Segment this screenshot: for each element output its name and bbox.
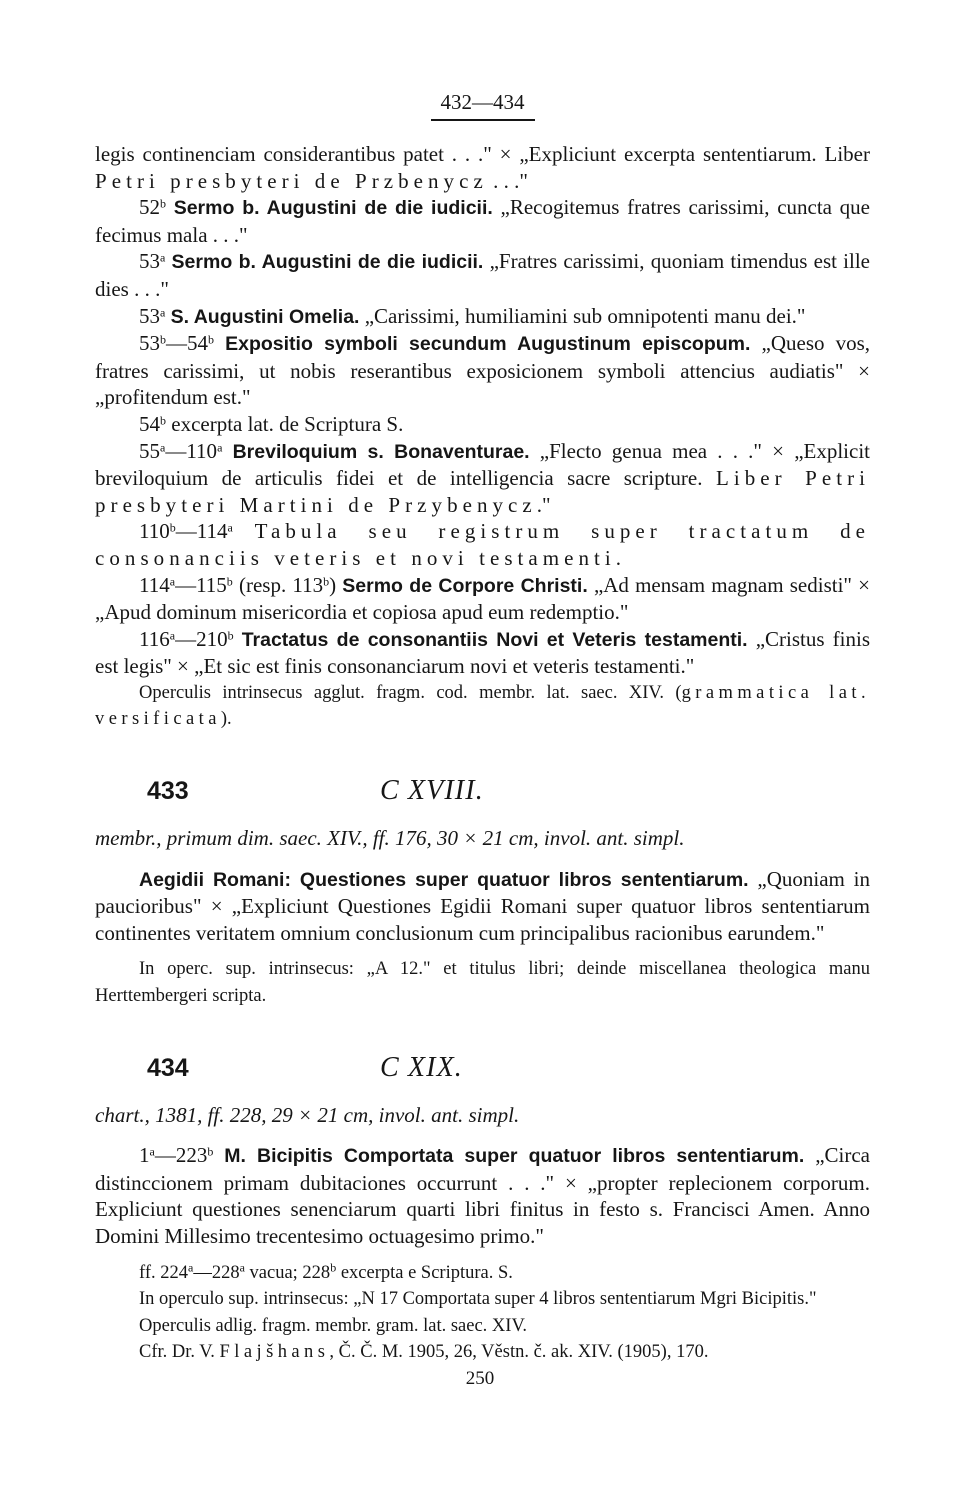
spaced-name: Liber Petri presbyteri Martini de Przybenycz	[95, 466, 871, 517]
item-53a-omelia: 53$^a$ S. Augustini Omelia. „Carissimi, humiliamini sub omnipotenti manu dei."	[139, 303, 806, 328]
note-operculis: Operculis intrinsecus agglut. fragm. cod. membr. lat. saec. XIV. (grammatica lat. versificata).	[95, 682, 871, 730]
spaced-name: Petri presbyteri de Przbenycz	[95, 168, 488, 193]
entry-signature: C XIX.	[380, 1051, 463, 1083]
item-114a-115b: 114$^a$—115$^b$ (resp. 113$^b$) Sermo de Corpore Christi. „Ad mensam magnam sedisti" × „Apud dominum misericordia et copiosa apud eum redemptio."	[95, 572, 870, 625]
running-header	[95, 88, 870, 121]
entry-433-description: membr., primum dim. saec. XIV., ff. 176, 30 × 21 cm, invol. ant. simpl.	[95, 826, 685, 851]
entry-434-note-ff: ff. 224$^a$—228$^a$ vacua; 228$^b$ excerpta e Scriptura. S.	[139, 1260, 513, 1283]
entry-433-body: Aegidii Romani: Questiones super quatuor libros sententiarum. „Quoniam in paucioribus" × „Expliciunt Questiones Egidii Romani super quatuor libros sententiarum continentes veritatem omnium conclusionum cum principalibus racionibus earundem."	[95, 866, 870, 945]
header-range: 432—434	[431, 88, 535, 121]
item-title: Expositio symboli secundum Augustinum episcopum.	[225, 333, 751, 356]
entry-signature: C XVIII.	[380, 775, 484, 807]
spaced-name: Flajšhans	[219, 1342, 330, 1363]
item-52b: 52$^b$ Sermo b. Augustini de die iudicii. „Recogitemus fratres carissimi, cuncta que fecimus mala . . ."	[95, 195, 870, 247]
item-53b-54b: 53$^b$—54$^b$ Expositio symboli secundum Augustinum episcopum. „Queso vos, fratres carissimi, ut nobis reserantibus exposicionem symboli attencius audiatis" × „profitendum est."	[95, 331, 871, 410]
entry-number: 433	[147, 777, 189, 806]
entry-title: M. Bicipitis Comportata super quatuor libros sententiarum.	[224, 1145, 805, 1168]
entry-434-note-operculis: Operculis adlig. fragm. membr. gram. lat. saec. XIV.	[139, 1315, 528, 1336]
item-116a-210b: 116$^a$—210$^b$ Tractatus de consonantiis Novi et Veteris testamenti. „Cristus finis est legis" × „Et sic est finis consonanciarum novi et veteris testamenti."	[95, 626, 871, 679]
entry-434-note-cfr: Cfr. Dr. V. Flajšhans, Č. Č. M. 1905, 26, Věstn. č. ak. XIV. (1905), 170.	[139, 1342, 709, 1363]
item-title: Sermo b. Augustini de die iudicii.	[173, 197, 493, 220]
item-54b: 54$^b$ excerpta lat. de Scriptura S.	[139, 411, 404, 436]
entry-434-description: chart., 1381, ff. 228, 29 × 21 cm, invol. ant. simpl.	[95, 1102, 520, 1127]
entry-434-body: 1$^a$—223$^b$ M. Bicipitis Comportata super quatuor libros sententiarum. „Circa distinccionem primam dubitaciones occurrunt . . ." × „propter replecionem corporum. Expliciunt questiones senenciarum quarti libri finitus in festo s. Francisci Amen. Anno Domini Millesimo trecentesimo octuagesimo primo."	[95, 1143, 871, 1248]
entry-title: Aegidii Romani: Questiones super quatuor libros sententiarum.	[139, 868, 749, 891]
item-53a-sermo: 53$^a$ Sermo b. Augustini de die iudicii. „Fratres carissimi, quoniam timendus est ille dies . . ."	[95, 249, 870, 301]
paragraph-legis: legis continenciam considerantibus patet . . ." × „Expliciunt excerpta sententiarum. Liber Petri presbyteri de Przbenycz . . ."	[95, 142, 870, 193]
item-55a-110a: 55$^a$—110$^a$ Breviloquium s. Bonaventurae. „Flecto genua mea . . ." × „Explicit breviloquium de articulis fidei et de intelligencia sacre scripture. Liber Petri presbyteri Martini de Przybenycz."	[95, 438, 871, 517]
entry-number: 434	[147, 1053, 189, 1082]
item-title: Tractatus de consonantiis Novi et Veteris testamenti.	[241, 628, 748, 651]
page-content	[95, 88, 870, 1366]
item-title: Sermo de Corpore Christi.	[342, 574, 588, 597]
page-number: 250	[465, 1368, 495, 1389]
entry-434-heading	[95, 1052, 870, 1092]
entry-434-note-operculo: In operculo sup. intrinsecus: „N 17 Comportata super 4 libros sententiarum Mgri Bicipitis."	[139, 1289, 817, 1310]
item-title: Breviloquium s. Bonaventurae.	[232, 440, 530, 463]
item-110b-114a: 110$^b$—114$^a$ Tabula seu registrum super tractatum de consonanciis veteris et novi testamenti.	[95, 519, 870, 570]
spaced-title: Tabula seu registrum super tractatum de consonanciis veteris et novi testamenti.	[95, 519, 870, 570]
item-title: Sermo b. Augustini de die iudicii.	[171, 251, 484, 274]
entry-433-heading	[95, 775, 870, 815]
spaced-phrase: grammatica lat. versificata	[95, 682, 871, 730]
entry-433-note: In operc. sup. intrinsecus: „A 12." et titulus libri; deinde miscellanea theologica manu Herttembergeri scripta.	[95, 959, 870, 1007]
item-title: S. Augustini Omelia.	[170, 305, 360, 328]
